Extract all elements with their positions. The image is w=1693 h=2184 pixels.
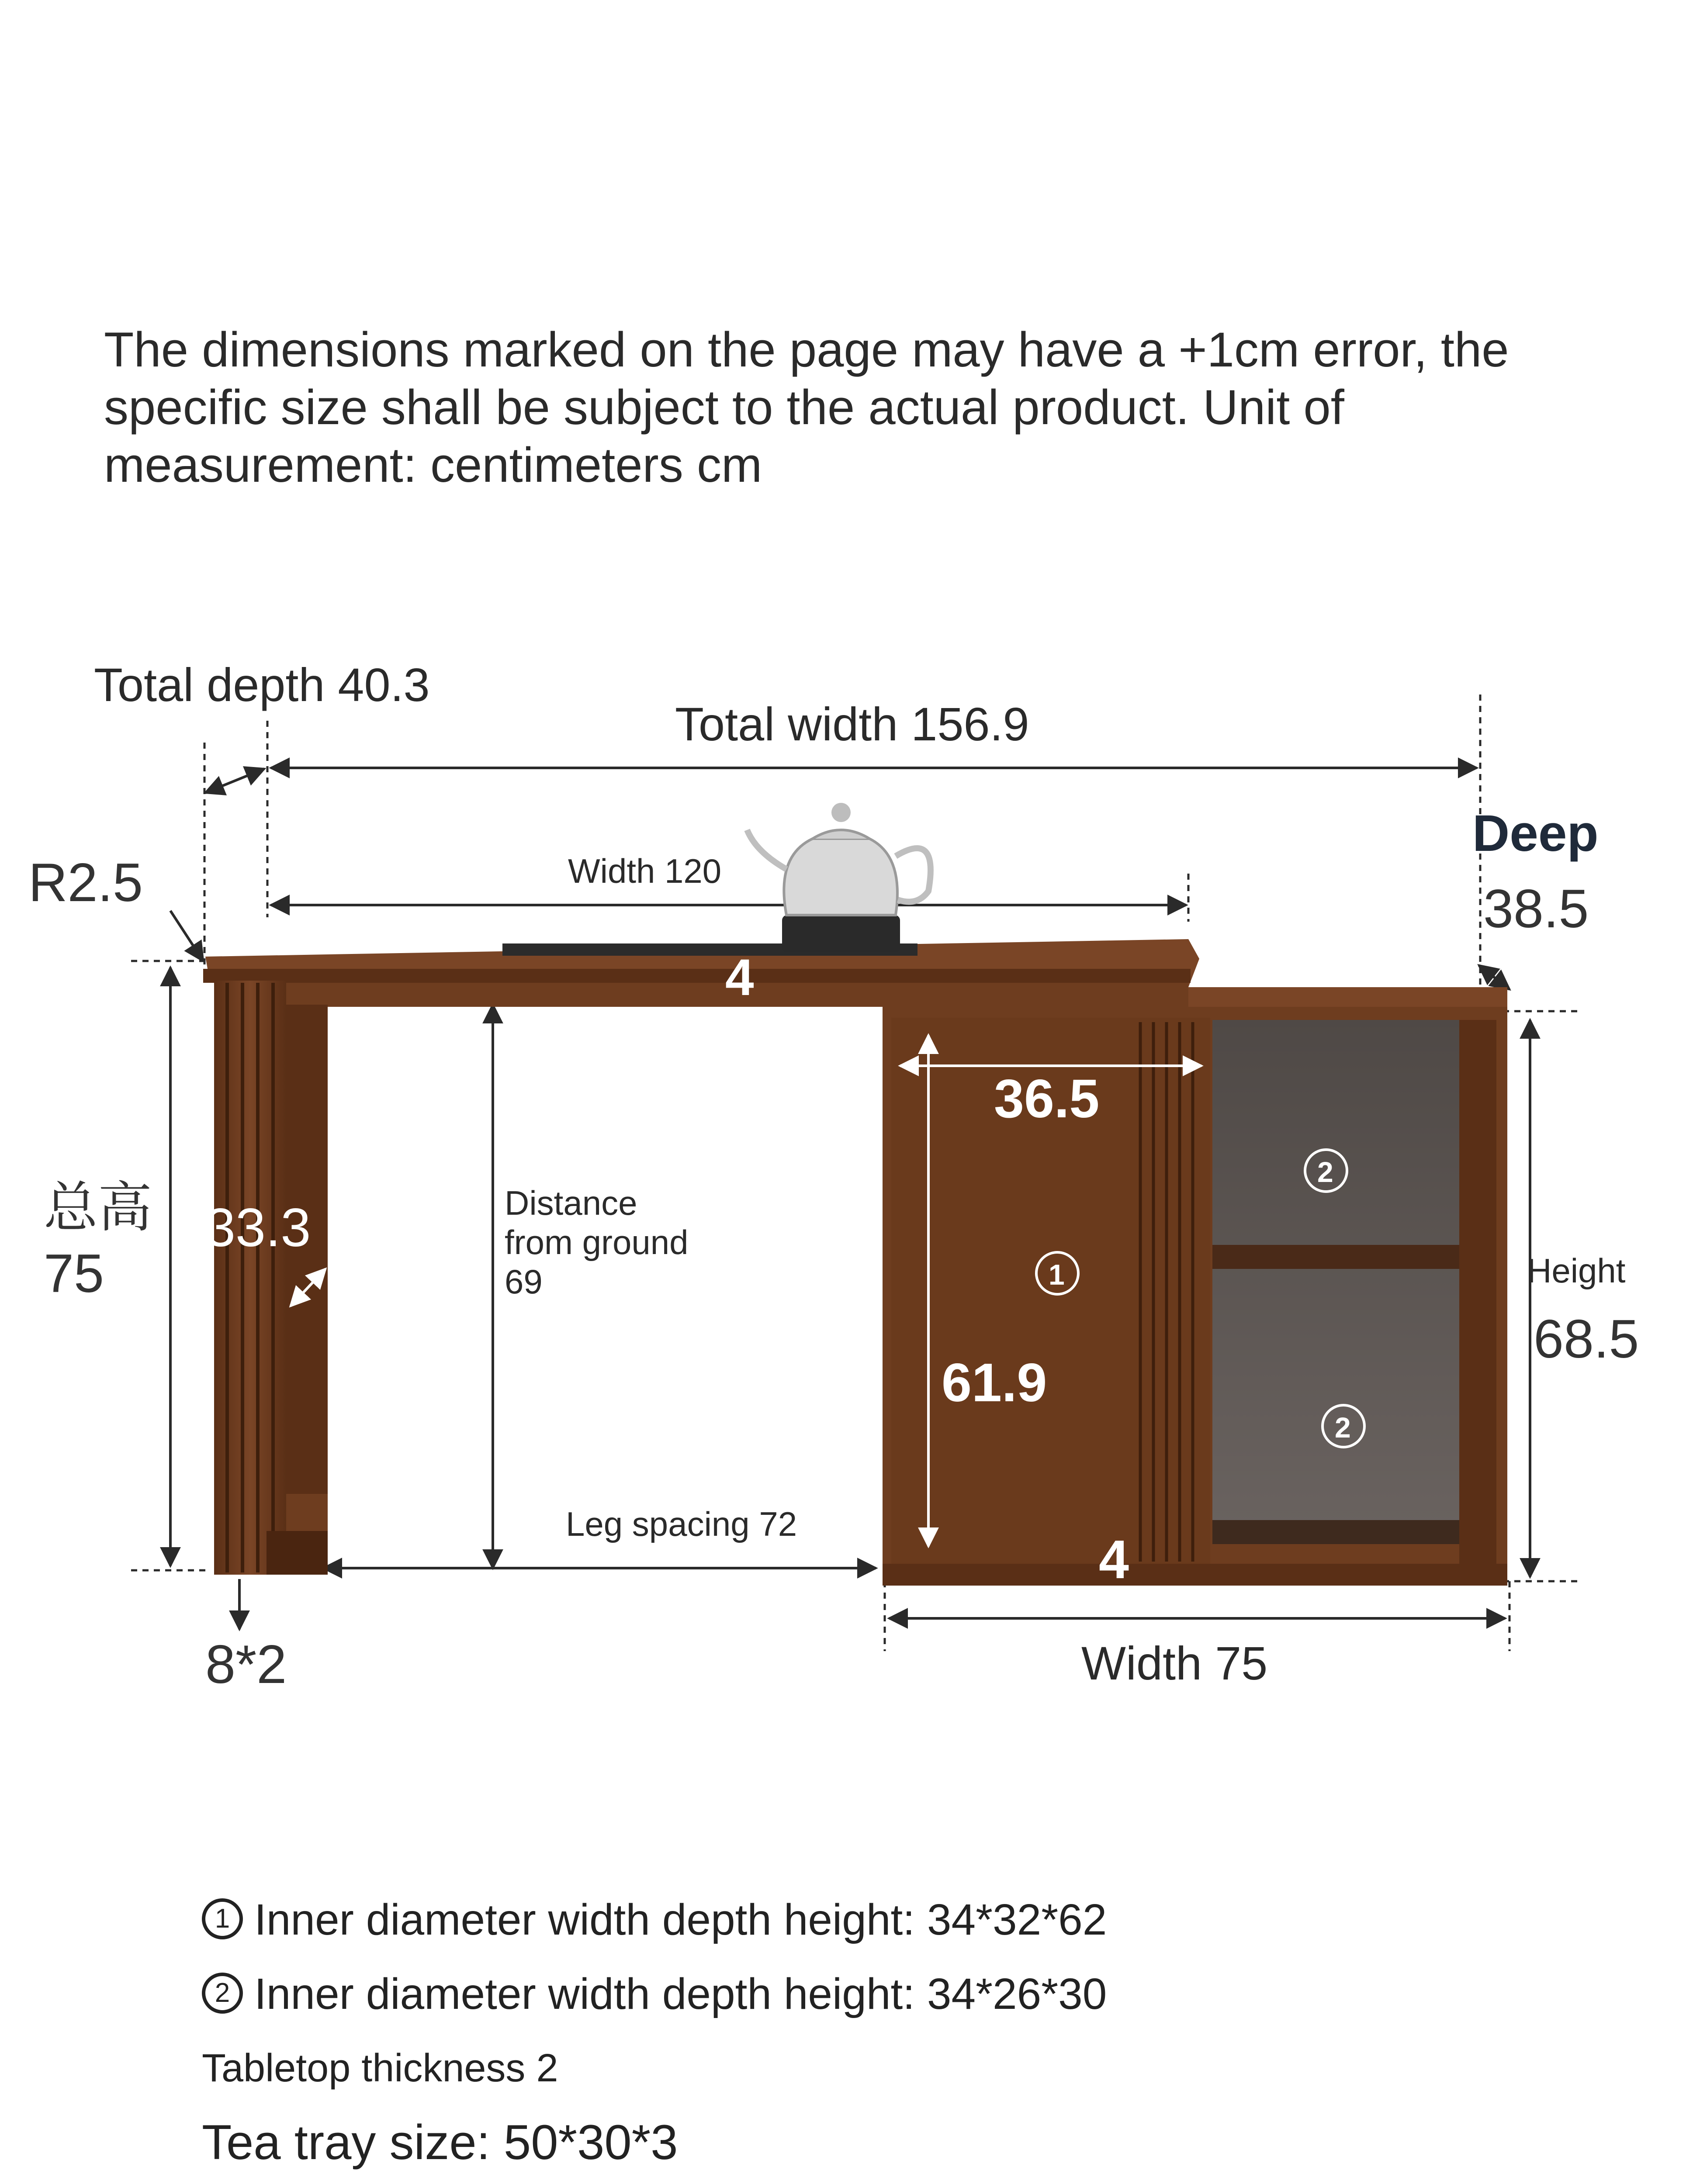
note-tabletop: Tabletop thickness 2 [202, 2046, 558, 2090]
disclaimer-text: The dimensions marked on the page may have a +1cm error, the specific size shall be subject to the actual product. Unit of measurement: centimeters cm [104, 322, 1509, 492]
deep-label: Deep [1472, 805, 1599, 862]
deep-value: 38.5 [1483, 879, 1589, 939]
note-inner-2: 2 Inner diameter width depth height: 34*26*30 [202, 1957, 1107, 2031]
height-value: 68.5 [1534, 1309, 1639, 1369]
cabinet [883, 987, 1507, 1586]
total-height-cn-label: 总高 [44, 1178, 152, 1238]
note-inner-1: 1 Inner diameter width depth height: 34*32*62 [202, 1883, 1107, 1957]
total-depth-arrow [205, 769, 264, 793]
cab-bottom-label: 4 [1099, 1530, 1129, 1590]
radius-arrow [170, 911, 203, 961]
notes-block [202, 1883, 1107, 2180]
leg-depth-label: 33.3 [205, 1198, 311, 1258]
ground-distance-line3: 69 [505, 1262, 543, 1301]
width-75-label: Width 75 [1081, 1637, 1268, 1690]
radius-label: R2.5 [28, 853, 143, 913]
total-height-value: 75 [44, 1244, 104, 1304]
total-depth-label: Total depth 40.3 [94, 658, 430, 711]
width-120-label: Width 120 [568, 852, 722, 890]
cab-inner-height-label: 61.9 [942, 1353, 1047, 1413]
foot-label: 8*2 [205, 1635, 287, 1695]
ground-distance-line1: Distance [505, 1184, 637, 1222]
leg-spacing-label: Leg spacing 72 [566, 1505, 797, 1543]
circled-one-icon: 1 [202, 1898, 243, 1939]
marker-1-label: 1 [1049, 1258, 1065, 1291]
marker-2b-label: 2 [1335, 1411, 1351, 1444]
total-width-label: Total width 156.9 [675, 698, 1029, 750]
height-label: Height [1527, 1251, 1626, 1290]
ground-distance-line2: from ground [505, 1223, 689, 1261]
marker-2a-label: 2 [1317, 1156, 1333, 1188]
deep-arrow [1479, 965, 1510, 989]
top-thickness-label: 4 [725, 949, 754, 1006]
kettle-icon [747, 803, 931, 952]
cab-inner-width-label: 36.5 [994, 1069, 1100, 1129]
note-tea-tray: Tea tray size: 50*30*3 [202, 2115, 678, 2170]
circled-two-icon: 2 [202, 1973, 243, 2014]
